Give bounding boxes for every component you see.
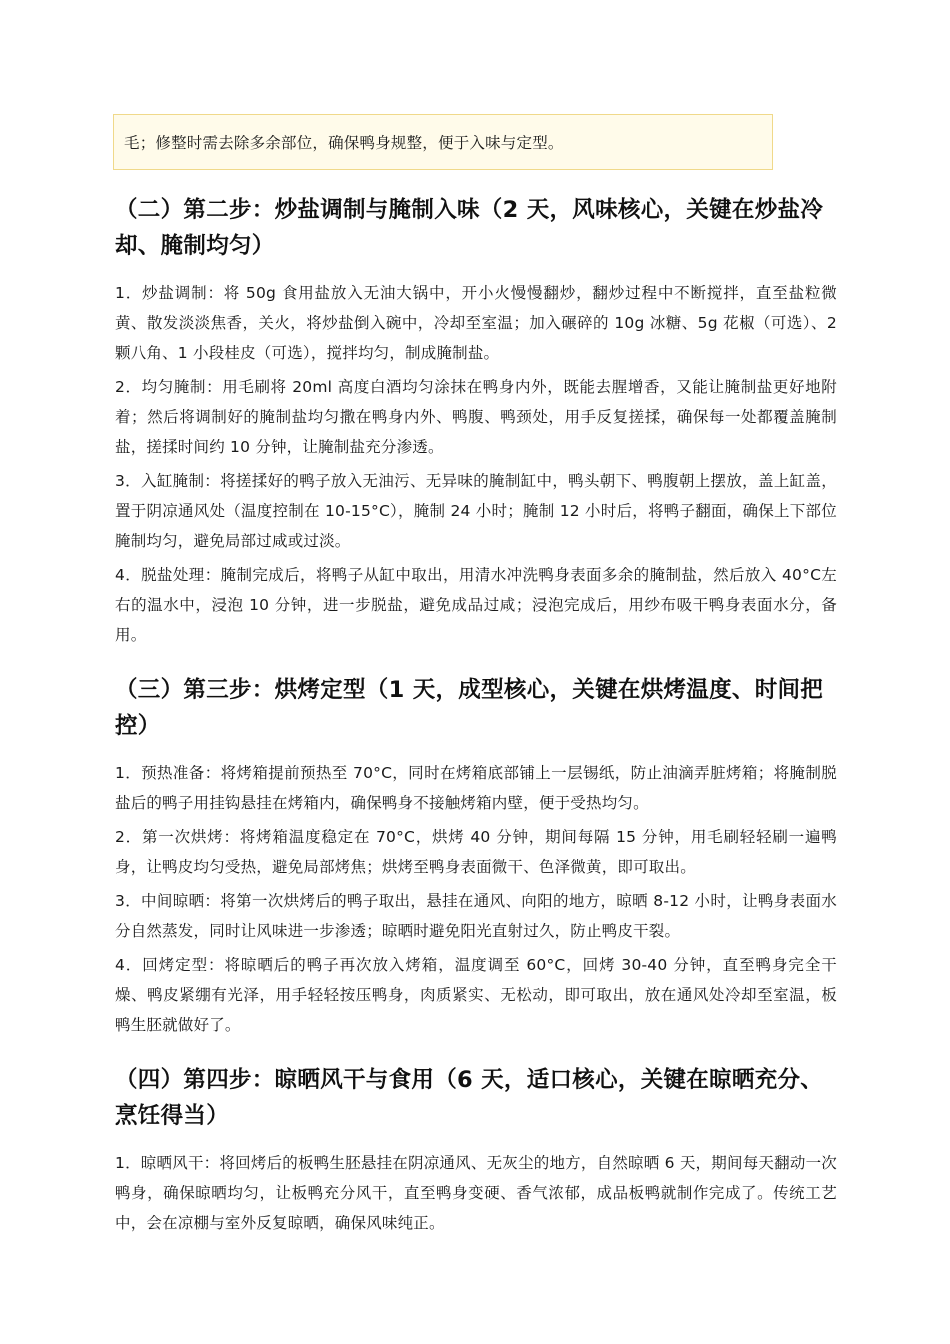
paragraph: 2．第一次烘烤：将烤箱温度稳定在 70°C，烘烤 40 分钟，期间每隔 15 分钟，用毛刷轻轻刷一遍鸭身，让鸭皮均匀受热，避免局部烤焦；烘烤至鸭身表面微干、色泽微黄，即可取出。 bbox=[115, 828, 837, 876]
section-heading: （二）第二步：炒盐调制与腌制入味（2 天，风味核心，关键在炒盐冷却、腌制均匀） bbox=[115, 197, 824, 259]
paragraph: 4．脱盐处理：腌制完成后，将鸭子从缸中取出，用清水冲洗鸭身表面多余的腌制盐，然后放入 40°C左右的温水中，浸泡 10 分钟，进一步脱盐，避免成品过咸；浸泡完成后，用纱布吸干鸭身表面水分，备用。 bbox=[115, 566, 837, 644]
section-heading: （四）第四步：晾晒风干与食用（6 天，适口核心，关键在晾晒充分、烹饪得当） bbox=[115, 1067, 824, 1129]
section-step-2 bbox=[115, 192, 837, 650]
section-step-4 bbox=[115, 1062, 837, 1238]
section-step-3 bbox=[115, 672, 837, 1040]
paragraph: 1．晾晒风干：将回烤后的板鸭生胚悬挂在阴凉通风、无灰尘的地方，自然晾晒 6 天，期间每天翻动一次鸭身，确保晾晒均匀，让板鸭充分风干，直至鸭身变硬、香气浓郁，成品板鸭就制作完成了。传统工艺中，会在凉棚与室外反复晾晒，确保风味纯正。 bbox=[115, 1154, 837, 1232]
note-box bbox=[113, 114, 773, 170]
paragraph: 1．炒盐调制：将 50g 食用盐放入无油大锅中，开小火慢慢翻炒，翻炒过程中不断搅拌，直至盐粒微黄、散发淡淡焦香，关火，将炒盐倒入碗中，冷却至室温；加入碾碎的 10g 冰糖、5g 花椒（可选）、2 颗八角、1 小段桂皮（可选），搅拌均匀，制成腌制盐。 bbox=[115, 284, 837, 362]
note-box-text: 毛；修整时需去除多余部位，确保鸭身规整，便于入味与定型。 bbox=[124, 134, 564, 152]
paragraph: 1．预热准备：将烤箱提前预热至 70°C，同时在烤箱底部铺上一层锡纸，防止油滴弄脏烤箱；将腌制脱盐后的鸭子用挂钩悬挂在烤箱内，确保鸭身不接触烤箱内壁，便于受热均匀。 bbox=[115, 764, 837, 812]
section-heading: （三）第三步：烘烤定型（1 天，成型核心，关键在烘烤温度、时间把控） bbox=[115, 677, 824, 739]
document-content bbox=[115, 192, 837, 1242]
paragraph: 3．入缸腌制：将搓揉好的鸭子放入无油污、无异味的腌制缸中，鸭头朝下、鸭腹朝上摆放，盖上缸盖，置于阴凉通风处（温度控制在 10-15°C），腌制 24 小时；腌制 12 小时后，将鸭子翻面，确保上下部位腌制均匀，避免局部过咸或过淡。 bbox=[115, 472, 837, 550]
paragraph: 4．回烤定型：将晾晒后的鸭子再次放入烤箱，温度调至 60°C，回烤 30-40 分钟，直至鸭身完全干燥、鸭皮紧绷有光泽，用手轻轻按压鸭身，肉质紧实、无松动，即可取出，放在通风处冷却至室温，板鸭生胚就做好了。 bbox=[115, 956, 837, 1034]
paragraph: 2．均匀腌制：用毛刷将 20ml 高度白酒均匀涂抹在鸭身内外，既能去腥增香，又能让腌制盐更好地附着；然后将调制好的腌制盐均匀撒在鸭身内外、鸭腹、鸭颈处，用手反复搓揉，确保每一处都覆盖腌制盐，搓揉时间约 10 分钟，让腌制盐充分渗透。 bbox=[115, 378, 837, 456]
paragraph: 3．中间晾晒：将第一次烘烤后的鸭子取出，悬挂在通风、向阳的地方，晾晒 8-12 小时，让鸭身表面水分自然蒸发，同时让风味进一步渗透；晾晒时避免阳光直射过久，防止鸭皮干裂。 bbox=[115, 892, 837, 940]
